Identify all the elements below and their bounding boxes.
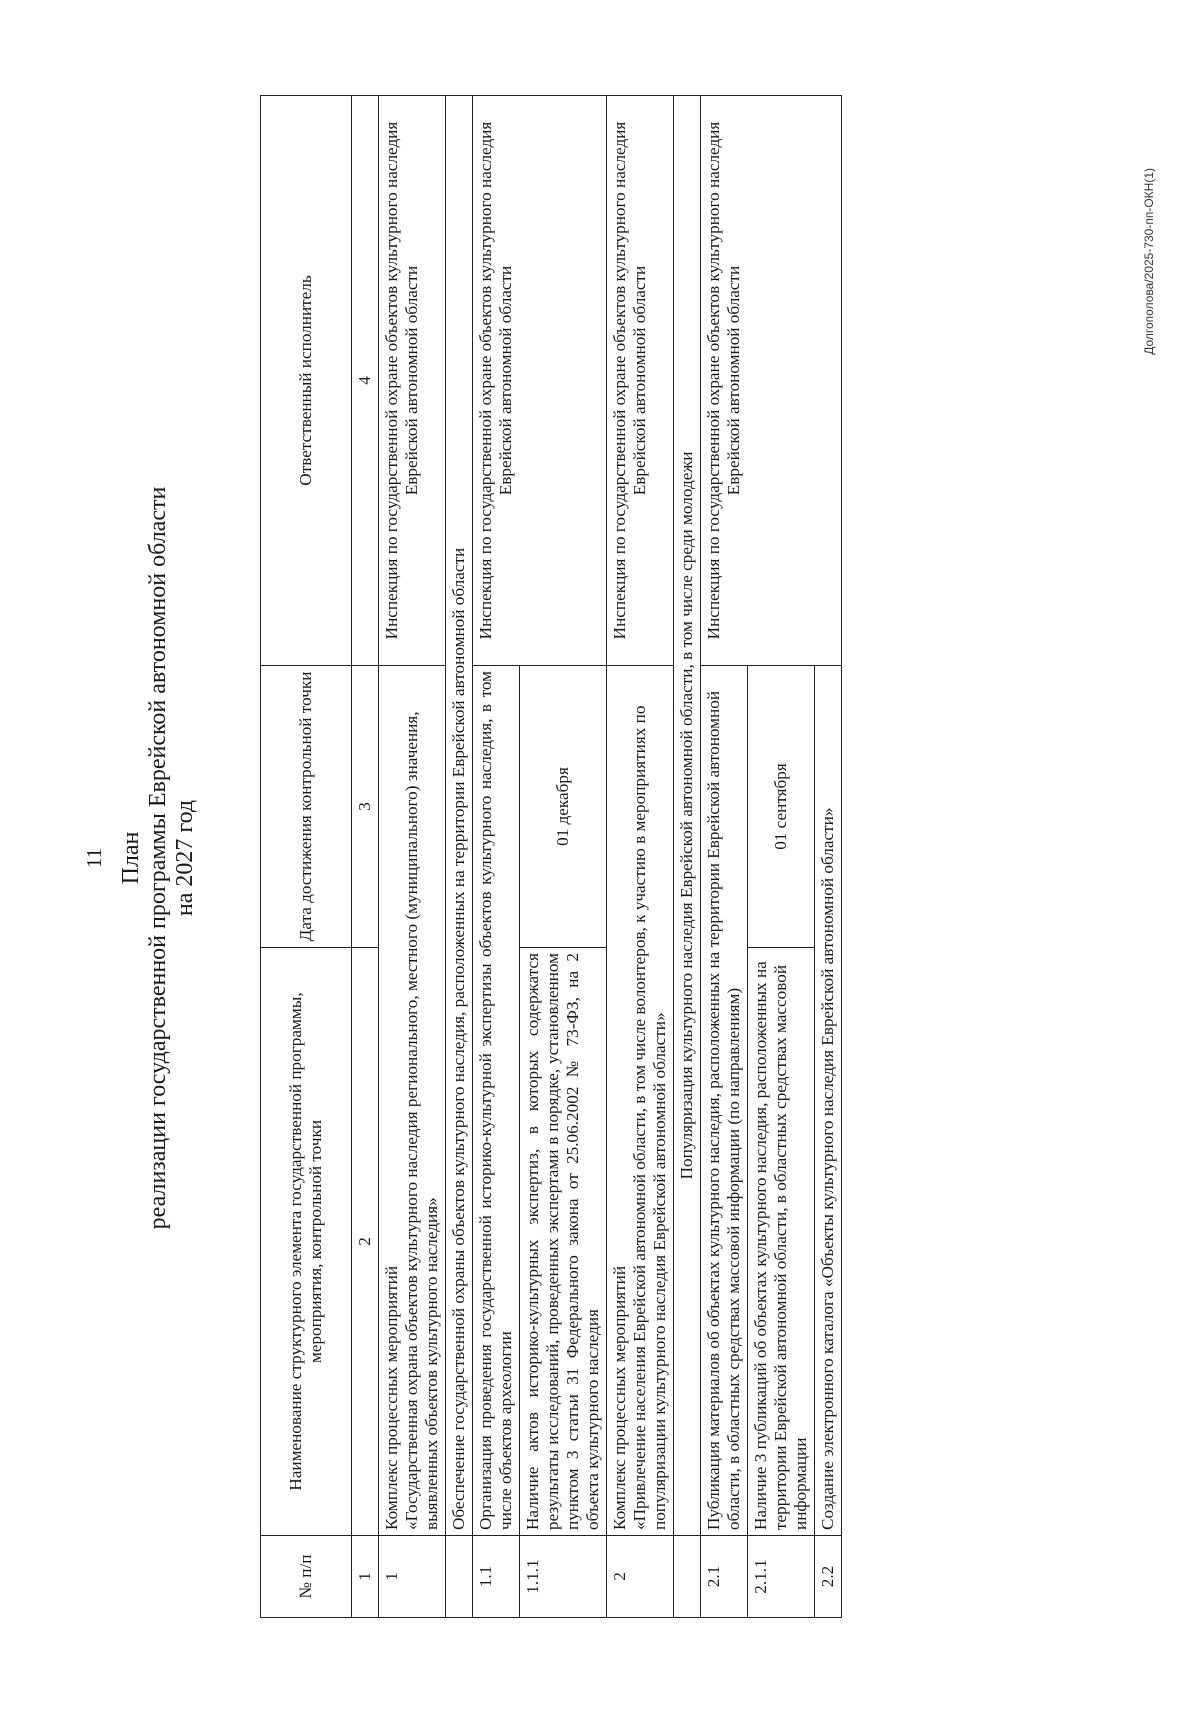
task-num-empty: [446, 1536, 473, 1618]
header-date: Дата достижения контрольной точки: [261, 666, 352, 948]
col-number-2: 2: [352, 948, 379, 1536]
row-num: 2.1.1: [748, 1536, 815, 1618]
row-num: 2.1: [701, 1536, 748, 1618]
row-exec: Инспекция по государственной охране объектов культурного наследия Еврейской автономной области: [607, 96, 674, 666]
task-text: Популяризация культурного наследия Еврейской автономной области, в том числе среди молодежи: [674, 96, 701, 1536]
row-name: Создание электронного каталога «Объекты культурного наследия Еврейской автономной области»: [815, 666, 842, 1536]
document-title: [118, 0, 199, 1716]
column-number-row: [352, 96, 379, 1618]
row-exec: Инспекция по государственной охране объектов культурного наследия Еврейской автономной области: [701, 96, 842, 666]
row-name-line-2: «Привлечение населения Еврейской автономной области, в том числе волонтеров, к участию в мероприятиях по популяризации культурного наследия Еврейской автономной области»: [630, 705, 669, 1530]
col-number-1: 1: [352, 1536, 379, 1618]
header-exec: Ответственный исполнитель: [261, 96, 352, 666]
row-num: 1.1.1: [520, 1536, 607, 1618]
row-date: 01 декабря: [520, 666, 607, 948]
row-num: 2: [607, 1536, 674, 1618]
row-num: 1.1: [473, 1536, 520, 1618]
row-name-line-1: Комплекс процессных мероприятий: [382, 1265, 401, 1530]
row-name-line-2: «Государственная охрана объектов культурного наследия регионального, местного (муниципального) значения, выявленных объектов культурного наследия»: [402, 711, 441, 1530]
row-name-line-1: Комплекс процессных мероприятий: [610, 1265, 629, 1530]
row-exec: Инспекция по государственной охране объектов культурного наследия Еврейской автономной области: [379, 96, 446, 666]
task-num-empty: [674, 1536, 701, 1618]
table-row: [379, 96, 446, 1618]
col-number-4: 4: [352, 96, 379, 666]
row-name: [607, 666, 674, 1536]
table-row: [701, 96, 748, 1618]
title-line-1: План: [118, 831, 144, 885]
row-num: 1: [379, 1536, 446, 1618]
row-name: Публикация материалов об объектах культурного наследия, расположенных на территории Еврейской автономной области, в областных средствах массовой информации (по направлениям): [701, 666, 748, 1536]
table-row: [473, 96, 520, 1618]
row-exec: Инспекция по государственной охране объектов культурного наследия Еврейской автономной области: [473, 96, 607, 666]
row-name: Наличие 3 публикаций об объектах культурного наследия, расположенных на территории Еврейской автономной области, в областных средствах массовой информации: [748, 948, 815, 1536]
header-row: [261, 96, 352, 1618]
row-name: Организация проведения государственной историко-культурной экспертизы объектов культурного наследия, в том числе объектов археологии: [473, 666, 520, 1536]
document-footer: Долгополова/2025-730-пп-ОКН(1): [1142, 168, 1156, 355]
page-number: 11: [82, 847, 106, 869]
row-date: 01 сентября: [748, 666, 815, 948]
header-num: № п/п: [261, 1536, 352, 1618]
header-name: Наименование структурного элемента государственной программы, мероприятия, контрольной точки: [261, 948, 352, 1536]
row-name: Наличие актов историко-культурных экспертиз, в которых содержатся результаты исследований, проведенных экспертами в порядке, установленном пунктом 3 статьи 31 Федерального закона от 25.06.2002 № 73-ФЗ, на 2 объекта культурного наследия: [520, 948, 607, 1536]
title-line-3: на 2027 год: [172, 799, 198, 917]
col-number-3: 3: [352, 666, 379, 948]
row-num: 2.2: [815, 1536, 842, 1618]
row-name: [379, 666, 446, 1536]
title-line-2: реализации государственной программы Еврейской автономной области: [145, 486, 171, 1230]
task-row: [674, 96, 701, 1618]
table-row: [607, 96, 674, 1618]
task-text: Обеспечение государственной охраны объектов культурного наследия, расположенных на территории Еврейской автономной области: [446, 96, 473, 1536]
plan-table: [260, 95, 842, 1618]
task-row: [446, 96, 473, 1618]
